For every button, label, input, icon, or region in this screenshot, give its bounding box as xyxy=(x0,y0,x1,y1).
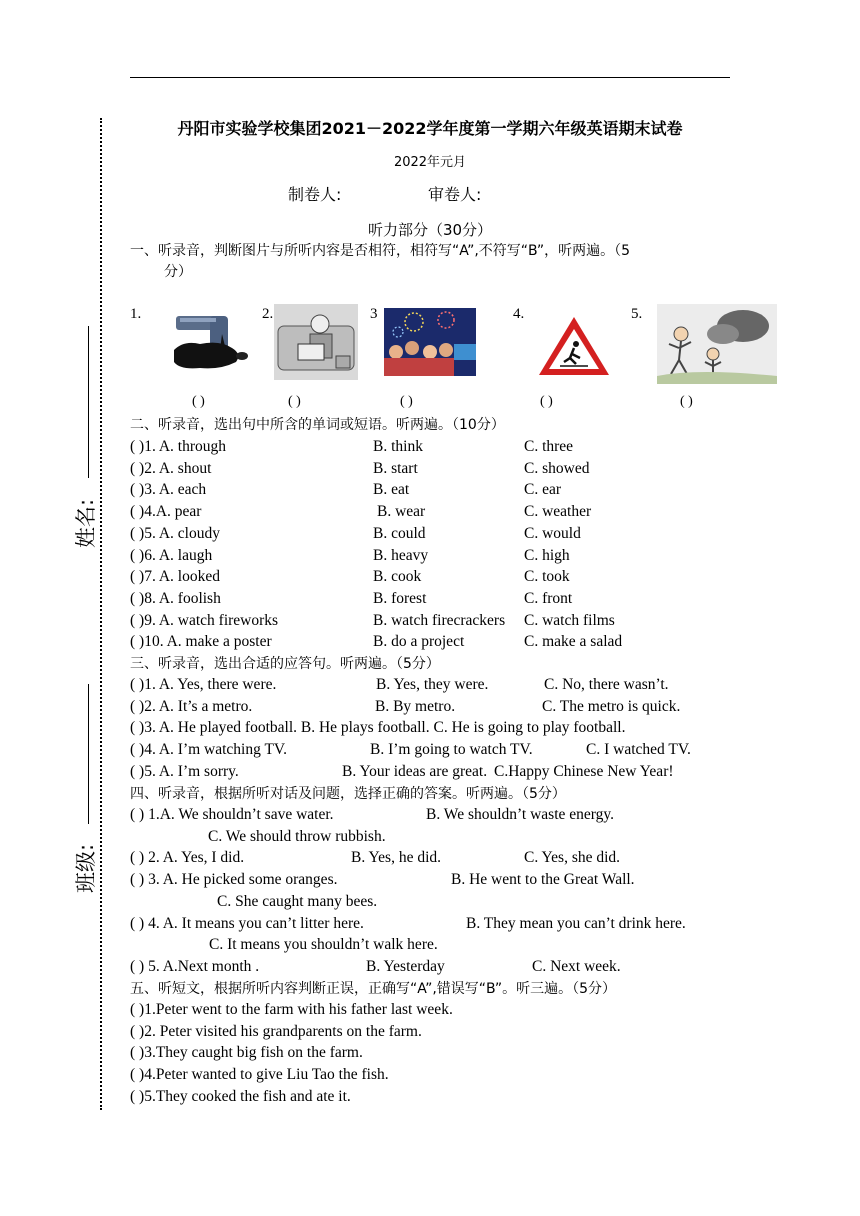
answer-blank-2[interactable]: ( ) xyxy=(288,394,301,409)
question-option-a: ( )2. A. shout xyxy=(130,459,212,477)
pic-number-3: 3 xyxy=(370,306,378,322)
question-option-a: ( ) 4. A. It means you can’t litter here. xyxy=(130,914,364,932)
answer-blank-5[interactable]: ( ) xyxy=(680,394,693,409)
oil-leak-picture xyxy=(170,310,250,372)
question-option-a: ( ) 3. A. He picked some oranges. xyxy=(130,871,338,889)
question-option-c: C. make a salad xyxy=(524,633,623,651)
pic-number-1: 1. xyxy=(130,306,142,322)
question-option-a: C. It means you shouldn’t walk here. xyxy=(209,936,438,954)
question-option-a: C. We should throw rubbish. xyxy=(208,827,386,845)
question-option-a: ( )3. A. each xyxy=(130,481,207,499)
maker-label: 制卷人: xyxy=(288,185,342,204)
question-option-a: ( ) 5. A.Next month . xyxy=(130,957,260,975)
question-option-b: B. watch firecrackers xyxy=(373,611,506,629)
question-option-c: C. three xyxy=(524,438,574,455)
question-option-a: ( )8. A. foolish xyxy=(130,589,221,607)
question-option-c: C. No, there wasn’t. xyxy=(544,676,669,693)
name-line xyxy=(88,326,89,478)
question-option-a: ( )1. A. through xyxy=(130,438,227,455)
exam-date: 2022年元月 xyxy=(393,155,467,170)
listening-heading: 听力部分（30分） xyxy=(367,221,493,239)
answer-blank-3[interactable]: ( ) xyxy=(400,394,413,409)
question-option-c: C. watch films xyxy=(524,611,615,629)
question-option-c: C. front xyxy=(524,589,573,607)
question-option-b: B. think xyxy=(373,438,423,455)
pic-number-4: 4. xyxy=(513,306,525,322)
section5-statement-row: ( )5.They cooked the fish and ate it. xyxy=(130,1087,351,1105)
question-option-a: ( )2. A. It’s a metro. xyxy=(130,697,253,715)
pic-number-2: 2. xyxy=(262,306,274,322)
question-option-b: B. He went to the Great Wall. xyxy=(451,871,635,889)
section2-heading: 二、听录音，选出句中所含的单词或短语。听两遍。（10分） xyxy=(130,417,505,433)
reviewer-label: 审卷人: xyxy=(428,185,482,204)
exam-title: 丹阳市实验学校集团2021－2022学年度第一学期六年级英语期末试卷 xyxy=(177,119,683,138)
question-option-a: C. She caught many bees. xyxy=(217,892,378,910)
class-label: 班级: xyxy=(74,843,98,893)
question-option-a: ( )1. A. Yes, there were. xyxy=(130,676,277,693)
section5-statement-row: ( )1.Peter went to the farm with his father last week. xyxy=(130,1001,453,1018)
question-option-c: C. I watched TV. xyxy=(586,741,691,759)
question-option-a: ( )7. A. looked xyxy=(130,568,220,586)
section4-heading: 四、听录音，根据所听对话及问题，选择正确的答案。听两遍。（5分） xyxy=(130,786,566,802)
question-option-a: ( )5. A. cloudy xyxy=(130,524,220,542)
question-option-b: B. They mean you can’t drink here. xyxy=(466,914,686,932)
question-option-a: ( )6. A. laugh xyxy=(130,546,213,564)
question-option-b: B. Yes, they were. xyxy=(376,676,489,693)
question-option-a: ( )3. A. He played football. B. He plays football. C. He is going to play football. xyxy=(130,719,626,737)
question-option-b: B. forest xyxy=(373,589,427,607)
question-option-b: B. We shouldn’t waste energy. xyxy=(426,806,615,823)
pic-number-5: 5. xyxy=(631,306,643,322)
binding-dotted-line xyxy=(100,118,102,1110)
section1-heading: 一、听录音，判断图片与所听内容是否相符，相符写“A”,不符写“B”，听两遍。（5 分） xyxy=(130,243,631,280)
question-option-a: ( )4.A. pear xyxy=(130,503,202,521)
question-option-a: ( )4. A. I’m watching TV. xyxy=(130,741,287,759)
question-option-c: C. took xyxy=(524,568,570,586)
section5-statement-row: ( )2. Peter visited his grandparents on the farm. xyxy=(130,1022,422,1040)
class-line xyxy=(88,684,89,824)
question-option-c: C. high xyxy=(524,546,570,564)
man-laptop-picture xyxy=(274,304,358,380)
question-option-c: C.Happy Chinese New Year! xyxy=(494,762,674,780)
question-option-a: ( ) 1.A. We shouldn’t save water. xyxy=(130,806,334,823)
name-label: 姓名: xyxy=(74,498,98,548)
section5-statement-row: ( )3.They caught big fish on the farm. xyxy=(130,1044,363,1062)
question-option-b: B. Yes, he did. xyxy=(351,849,442,867)
question-option-a: ( )10. A. make a poster xyxy=(130,633,272,651)
question-option-c: C. Yes, she did. xyxy=(524,849,621,867)
question-option-a: ( )5. A. I’m sorry. xyxy=(130,762,239,780)
question-option-c: C. would xyxy=(524,524,581,542)
question-option-c: C. The metro is quick. xyxy=(542,697,681,715)
answer-blank-4[interactable]: ( ) xyxy=(540,394,553,409)
question-option-c: C. weather xyxy=(524,503,592,521)
question-option-b: B. do a project xyxy=(373,633,465,651)
question-option-b: B. start xyxy=(373,459,418,477)
fireworks-picture xyxy=(384,308,476,376)
question-option-b: B. I’m going to watch TV. xyxy=(370,741,533,759)
section3-heading: 三、听录音，选出合适的应答句。听两遍。（5分） xyxy=(130,656,440,672)
question-option-b: B. By metro. xyxy=(375,697,456,715)
question-option-b: B. Yesterday xyxy=(366,957,445,975)
section5-statement-row: ( )4.Peter wanted to give Liu Tao the fish. xyxy=(130,1066,389,1084)
header-rule xyxy=(130,77,730,78)
answer-blank-1[interactable]: ( ) xyxy=(192,394,205,409)
question-option-a: ( ) 2. A. Yes, I did. xyxy=(130,849,245,867)
question-option-b: B. heavy xyxy=(373,546,429,564)
question-option-b: B. could xyxy=(373,524,426,542)
question-option-a: ( )9. A. watch fireworks xyxy=(130,611,279,629)
children-playing-picture xyxy=(657,304,777,384)
question-option-b: B. Your ideas are great. xyxy=(342,762,488,780)
question-option-c: C. showed xyxy=(524,459,590,477)
question-option-c: C. ear xyxy=(524,481,562,499)
section5-heading: 五、听短文，根据所听内容判断正误，正确写“A”,错误写“B”。听三遍。（5分） xyxy=(130,981,617,997)
warning-sign-picture xyxy=(536,314,612,378)
question-option-c: C. Next week. xyxy=(532,957,621,975)
question-option-b: B. wear xyxy=(377,503,426,521)
question-option-b: B. eat xyxy=(373,481,410,499)
question-option-b: B. cook xyxy=(373,568,422,586)
